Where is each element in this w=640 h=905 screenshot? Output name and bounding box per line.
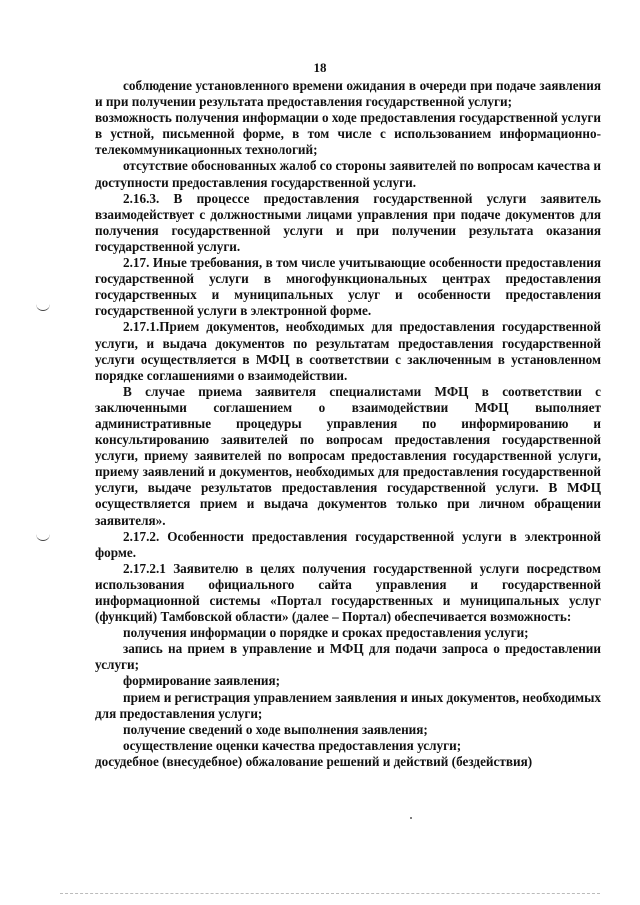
paragraph: 2.17.1.Прием документов, необходимых для предоставления государственной услуги, и выдача документов по результатам предоставления государственной услуги осуществляется в МФЦ в соответствии с заключенным в установленном порядке соглашениями о взаимодействии. xyxy=(95,319,601,383)
paragraph: соблюдение установленного времени ожидания в очереди при подаче заявления и при получении результата предоставления государственной услуги; xyxy=(95,78,601,110)
paragraph: осуществление оценки качества предоставления услуги; xyxy=(123,737,462,753)
margin-mark xyxy=(36,302,50,311)
paragraph: отсутствие обоснованных жалоб со стороны заявителей по вопросам качества и доступности предоставления государственной услуги. xyxy=(95,158,601,190)
paragraph: прием и регистрация управлением заявления и иных документов, необходимых для предоставления услуги; xyxy=(95,689,601,721)
scan-speck xyxy=(410,817,412,819)
paragraph: 2.16.3. В процессе предоставления государственной услуги заявитель взаимодействует с должностными лицами управления при подаче документов для получения государственной услуги и при получении результата оказания государственной услуги. xyxy=(95,190,601,254)
page-number: 18 xyxy=(313,60,327,75)
paragraph: запись на прием в управление и МФЦ для подачи запроса о предоставлении услуги; xyxy=(95,641,601,673)
paragraph: получение сведений о ходе выполнения заявления; xyxy=(123,721,428,737)
paragraph: В случае приема заявителя специалистами МФЦ в соответствии с заключенными соглашением о взаимодействии МФЦ выполняет административные процедуры управления по информированию и консультированию заявителей по вопросам предоставления государственной услуги, приему заявителей по вопросам предоставления государственной услуги, приему заявлений и документов, необходимых для предоставления государственной услуги, выдаче результатов предоставления государственной услуги. В МФЦ осуществляется прием и выдача документов только при личном обращении заявителя». xyxy=(95,383,601,528)
paragraph: 2.17. Иные требования, в том числе учитывающие особенности предоставления государственной услуги в многофункциональных центрах предоставления государственных и муниципальных услуг и особенности предоставления государственной услуги в электронной форме. xyxy=(95,255,601,319)
paragraph: формирование заявления; xyxy=(123,673,281,689)
paragraph: 2.17.2.1 Заявителю в целях получения государственной услуги посредством использования официального сайта управления и государственной информационной системы «Портал государственных и муниципальных услуг (функций) Тамбовской области» (далее – Портал) обеспечивается возможность: xyxy=(95,560,601,625)
margin-mark xyxy=(36,532,50,541)
paragraph: досудебное (внесудебное) обжалование решений и действий (бездействия) xyxy=(95,753,533,769)
document-body xyxy=(95,78,601,770)
paragraph: 2.17.2. Особенности предоставления государственной услуги в электронной форме. xyxy=(95,528,601,560)
paragraph: возможность получения информации о ходе предоставления государственной услуги в устной, письменной форме, в том числе с использованием информационно-телекоммуникационных технологий; xyxy=(95,110,601,158)
scan-bottom-edge xyxy=(60,893,600,894)
paragraph: получения информации о порядке и сроках предоставления услуги; xyxy=(123,625,529,641)
